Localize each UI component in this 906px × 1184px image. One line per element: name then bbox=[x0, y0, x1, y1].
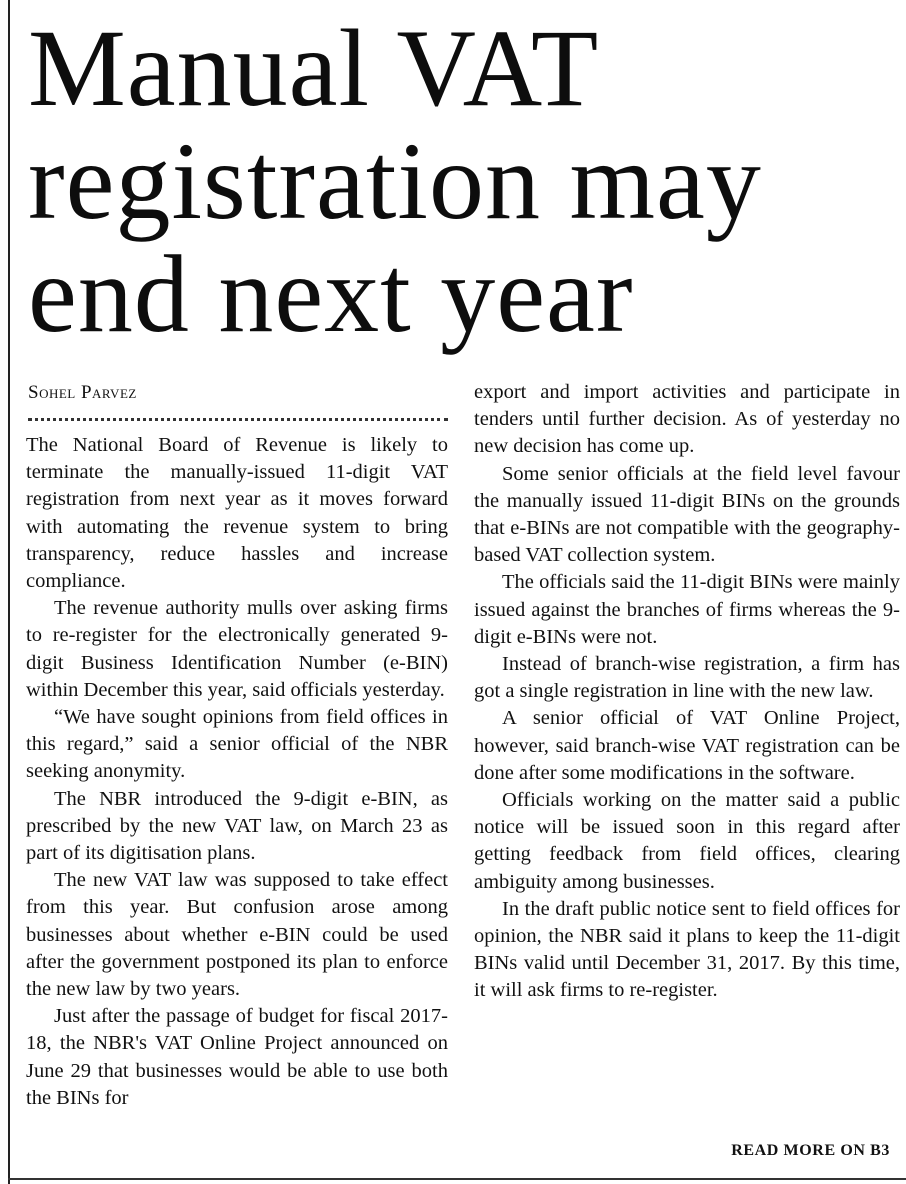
paragraph: Some senior officials at the field level favour the manually issued 11-digit BINs on the grounds that e-BINs are not compatible with the geography-based VAT collection system. bbox=[474, 462, 900, 567]
byline: Sohel Parvez bbox=[28, 382, 137, 403]
bottom-border-rule bbox=[8, 1178, 906, 1180]
paragraph: Just after the passage of budget for fiscal 2017-18, the NBR's VAT Online Project announced on June 29 that businesses would be able to use both the BINs for bbox=[26, 1005, 448, 1109]
read-more-link[interactable]: READ MORE ON B3 bbox=[731, 1142, 890, 1159]
paragraph: A senior official of VAT Online Project, however, said branch-wise VAT registration can be done after some modifications in the software. bbox=[474, 707, 900, 784]
headline-line-1: Manual VAT bbox=[28, 7, 600, 129]
headline bbox=[28, 7, 898, 355]
paragraph: export and import activities and participate in tenders until further decision. As of yesterday no new decision has come up. bbox=[474, 381, 900, 458]
headline-line-2: registration may bbox=[28, 120, 762, 242]
paragraph: The officials said the 11-digit BINs were mainly issued against the branches of firms whereas the 9-digit e-BINs were not. bbox=[474, 571, 900, 648]
paragraph: The new VAT law was supposed to take effect from this year. But confusion arose among businesses about whether e-BIN could be used after the government postponed its plan to enforce the new law by two years. bbox=[26, 869, 448, 1001]
paragraph: “We have sought opinions from field offices in this regard,” said a senior official of the NBR seeking anonymity. bbox=[26, 706, 448, 783]
left-column bbox=[26, 432, 448, 1112]
left-border-rule bbox=[8, 0, 10, 1184]
paragraph: In the draft public notice sent to field offices for opinion, the NBR said it plans to keep the 11-digit BINs valid until December 31, 2017. By this time, it will ask firms to re-register. bbox=[474, 897, 900, 1002]
right-column bbox=[474, 379, 900, 1005]
paragraph: Instead of branch-wise registration, a firm has got a single registration in line with the new law. bbox=[474, 653, 900, 703]
paragraph: The National Board of Revenue is likely to terminate the manually-issued 11-digit VAT registration from next year as it moves forward with automating the revenue system to bring transparency, reduce hassles and increase compliance. bbox=[26, 434, 448, 593]
headline-line-3: end next year bbox=[28, 233, 634, 355]
paragraph: The NBR introduced the 9-digit e-BIN, as prescribed by the new VAT law, on March 23 as part of its digitisation plans. bbox=[26, 787, 448, 865]
paragraph: Officials working on the matter said a public notice will be issued soon in this regard after getting feedback from field offices, clearing ambiguity among businesses. bbox=[474, 789, 900, 893]
paragraph: The revenue authority mulls over asking firms to re-register for the electronically generated 9-digit Business Identification Number (e-BIN) within December this year, said officials yesterday. bbox=[26, 597, 448, 701]
byline-divider bbox=[28, 418, 448, 421]
